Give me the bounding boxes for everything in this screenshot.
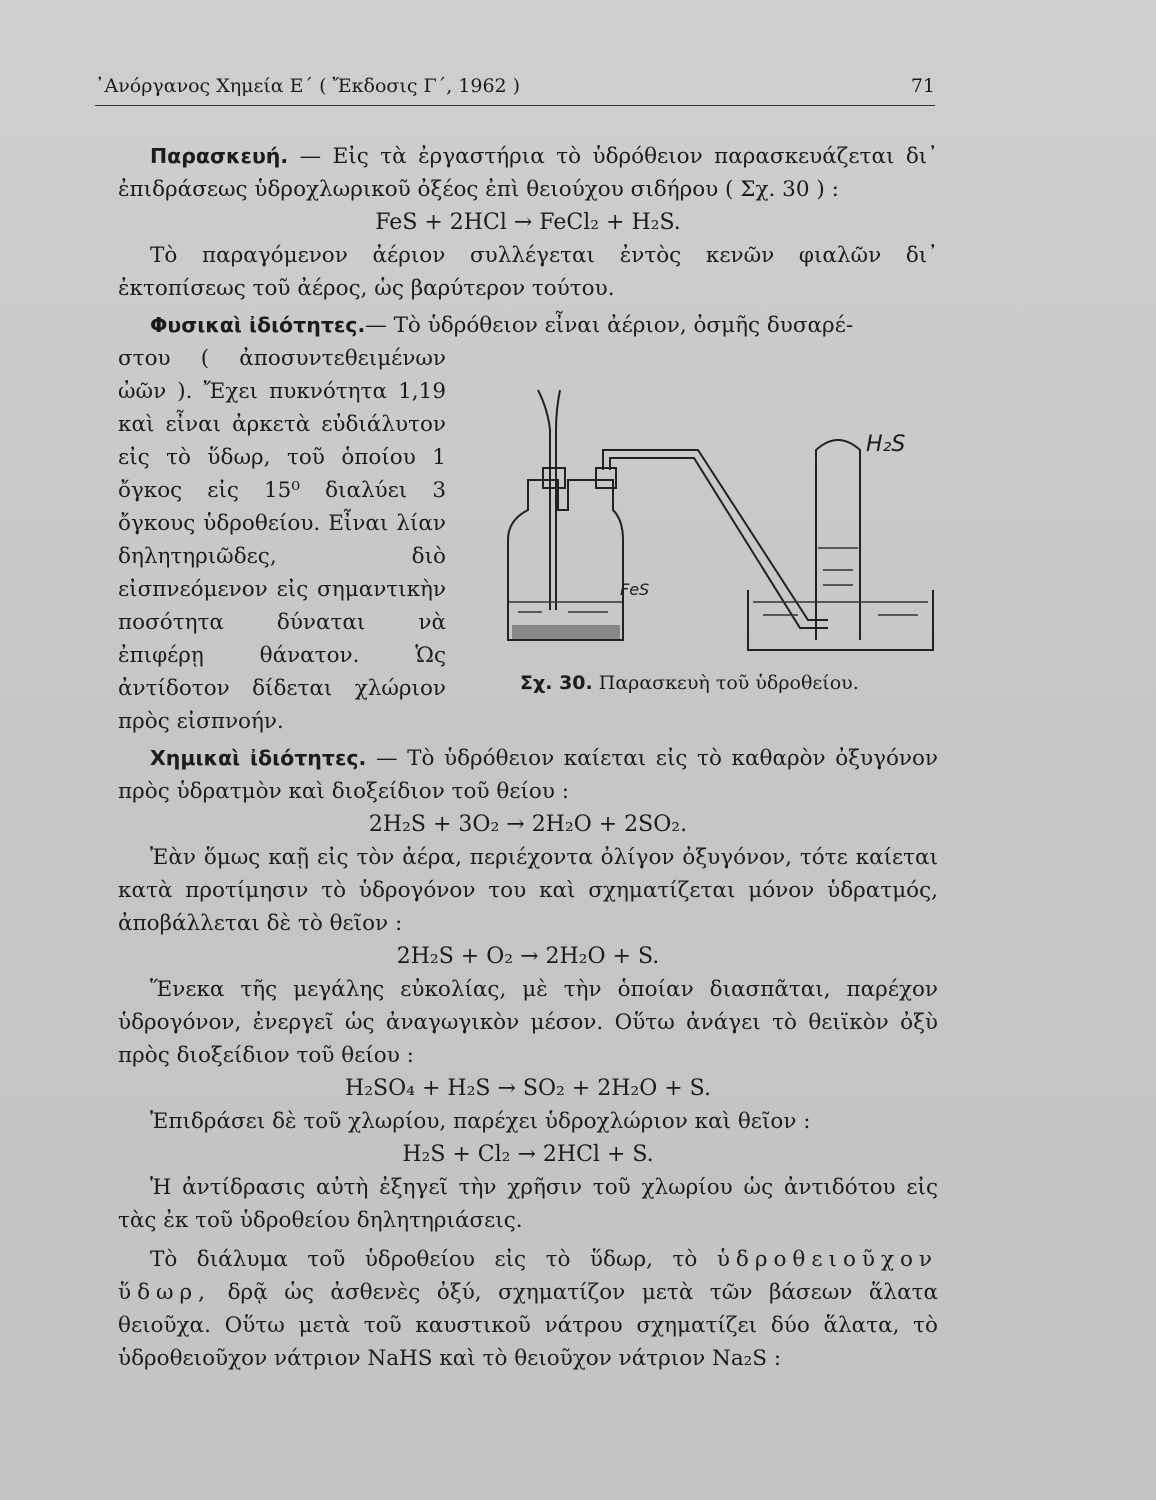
- label-h2s: H₂S: [866, 432, 906, 457]
- collect-paragraph: Τὸ παραγόμενον ἀέριον συλλέγεται ἐντὸς κενῶν φιαλῶν δι᾿ ἐκτοπίσεως τοῦ ἀέρος, ὡς βαρύτερον τούτου.: [118, 243, 938, 301]
- chemical-text-4: Ἐπιδράσει δὲ τοῦ χλωρίου, παρέχει ὑδροχλώριον καὶ θεῖον :: [150, 1109, 811, 1134]
- last-text-a: Τὸ διάλυμα τοῦ ὑδροθείου εἰς τὸ ὕδωρ, τὸ: [150, 1247, 698, 1272]
- chemical-text-3: Ἕνεκα τῆς μεγάλης εὐκολίας, μὲ τὴν ὁποίαν διασπᾶται, παρέχον ὑδρογόνον, ἐνεργεῖ ὡς ἀναγωγικὸν μέσον. Οὕτω ἀνάγει τὸ θειϊκὸν ὀξὺ πρὸς διοξείδιον τοῦ θείου :: [118, 977, 938, 1068]
- chemical-heading: Χημικαὶ ἰδιότητες.: [150, 746, 367, 770]
- figure-caption: [520, 672, 940, 694]
- prep-heading: Παρασκευή.: [150, 144, 289, 168]
- physical-paragraph-top: [118, 309, 938, 342]
- physical-heading: Φυσικαὶ ἰδιότητες.: [150, 313, 366, 337]
- chemical-text-5: Ἡ ἀντίδρασις αὐτὴ ἐξηγεῖ τὴν χρῆσιν τοῦ χλωρίου ὡς ἀντιδότου εἰς τὰς ἐκ τοῦ ὑδροθείου δηλητηριάσεις.: [118, 1175, 938, 1233]
- prep-text: — Εἰς τὰ ἐργαστήρια τὸ ὑδρόθειον παρασκευάζεται δι᾿ ἐπιδράσεως ὑδροχλωρικοῦ ὀξέος ἐπὶ θειούχου σιδήρου ( Σχ. 30 ) :: [118, 144, 938, 202]
- chemical-text-2: Ἐὰν ὅμως καῇ εἰς τὸν ἀέρα, περιέχοντα ὀλίγον ὀξυγόνον, τότε καίεται κατὰ προτίμησιν τὸ ὑδρογόνον του καὶ σχηματίζεται μόνον ὑδρατμός, ἀποβάλλεται δὲ τὸ θεῖον :: [118, 845, 938, 936]
- equation-1: FeS + 2HCl → FeCl₂ + H₂S.: [375, 210, 681, 235]
- last-text-b: δρᾷ ὡς ἀσθενὲς ὀξύ, σχηματίζον μετὰ τῶν βάσεων ἅλατα θειοῦχα. Οὕτω μετὰ τοῦ καυστικοῦ νάτρου σχηματίζει δύο ἅλατα, τὸ ὑδροθειοῦχον νάτριον NaHS καὶ τὸ θειοῦχον νάτριον Na₂S :: [118, 1280, 938, 1371]
- chemical-paragraph: [118, 742, 938, 808]
- fes-solid: [512, 625, 620, 639]
- prep-paragraph: [118, 140, 938, 206]
- equation-3: 2H₂S + O₂ → 2H₂O + S.: [396, 944, 660, 969]
- label-fes: FeS: [620, 580, 650, 599]
- apparatus-drawing: [498, 370, 938, 670]
- caption-text: Παρασκευὴ τοῦ ὑδροθείου.: [598, 672, 859, 694]
- apparatus-figure: [498, 370, 938, 720]
- text-column: [118, 140, 938, 1375]
- equation-2: 2H₂S + 3O₂ → 2H₂O + 2SO₂.: [368, 812, 688, 837]
- physical-wrap-text: στου ( ἀποσυντεθειμένων ὠῶν ). Ἔχει πυκνότητα 1,19 καὶ εἶναι ἀρκετὰ εὐδιάλυτον εἰς τὸ ὕδωρ, τοῦ ὁποίου 1 ὄγκος εἰς 15⁰ διαλύει 3 ὄγκους ὑδροθείου. Εἶναι λίαν δηλητηριῶδες, διὸ εἰσπνεόμενον εἰς σημαντικὴν ποσότητα δύναται νὰ ἐπιφέρῃ θάνατον. Ὡς ἀντίδοτον δίδεται χλώριον πρὸς εἰσπνοήν.: [118, 346, 446, 734]
- last-spaced: ὑδροθειοῦχον ὕδωρ,: [118, 1247, 938, 1305]
- equation-4: H₂SO₄ + H₂S → SO₂ + 2H₂O + S.: [345, 1076, 711, 1101]
- equation-5: H₂S + Cl₂ → 2HCl + S.: [402, 1142, 654, 1167]
- caption-number: Σχ. 30.: [520, 672, 593, 694]
- header-title: ᾿Ανόργανος Χημεία Ε΄ ( Ἔκδοσις Γ΄, 1962 ): [95, 75, 521, 97]
- last-paragraph: [118, 1243, 938, 1375]
- page-number: 71: [910, 75, 935, 97]
- physical-text-top: — Τὸ ὑδρόθειον εἶναι ἀέριον, ὀσμῆς δυσαρέ-: [365, 313, 854, 338]
- chemical-text-1: — Τὸ ὑδρόθειον καίεται εἰς τὸ καθαρὸν ὀξυγόνον πρὸς ὑδρατμὸν καὶ διοξείδιον τοῦ θείου :: [118, 746, 938, 804]
- running-header: [95, 75, 935, 106]
